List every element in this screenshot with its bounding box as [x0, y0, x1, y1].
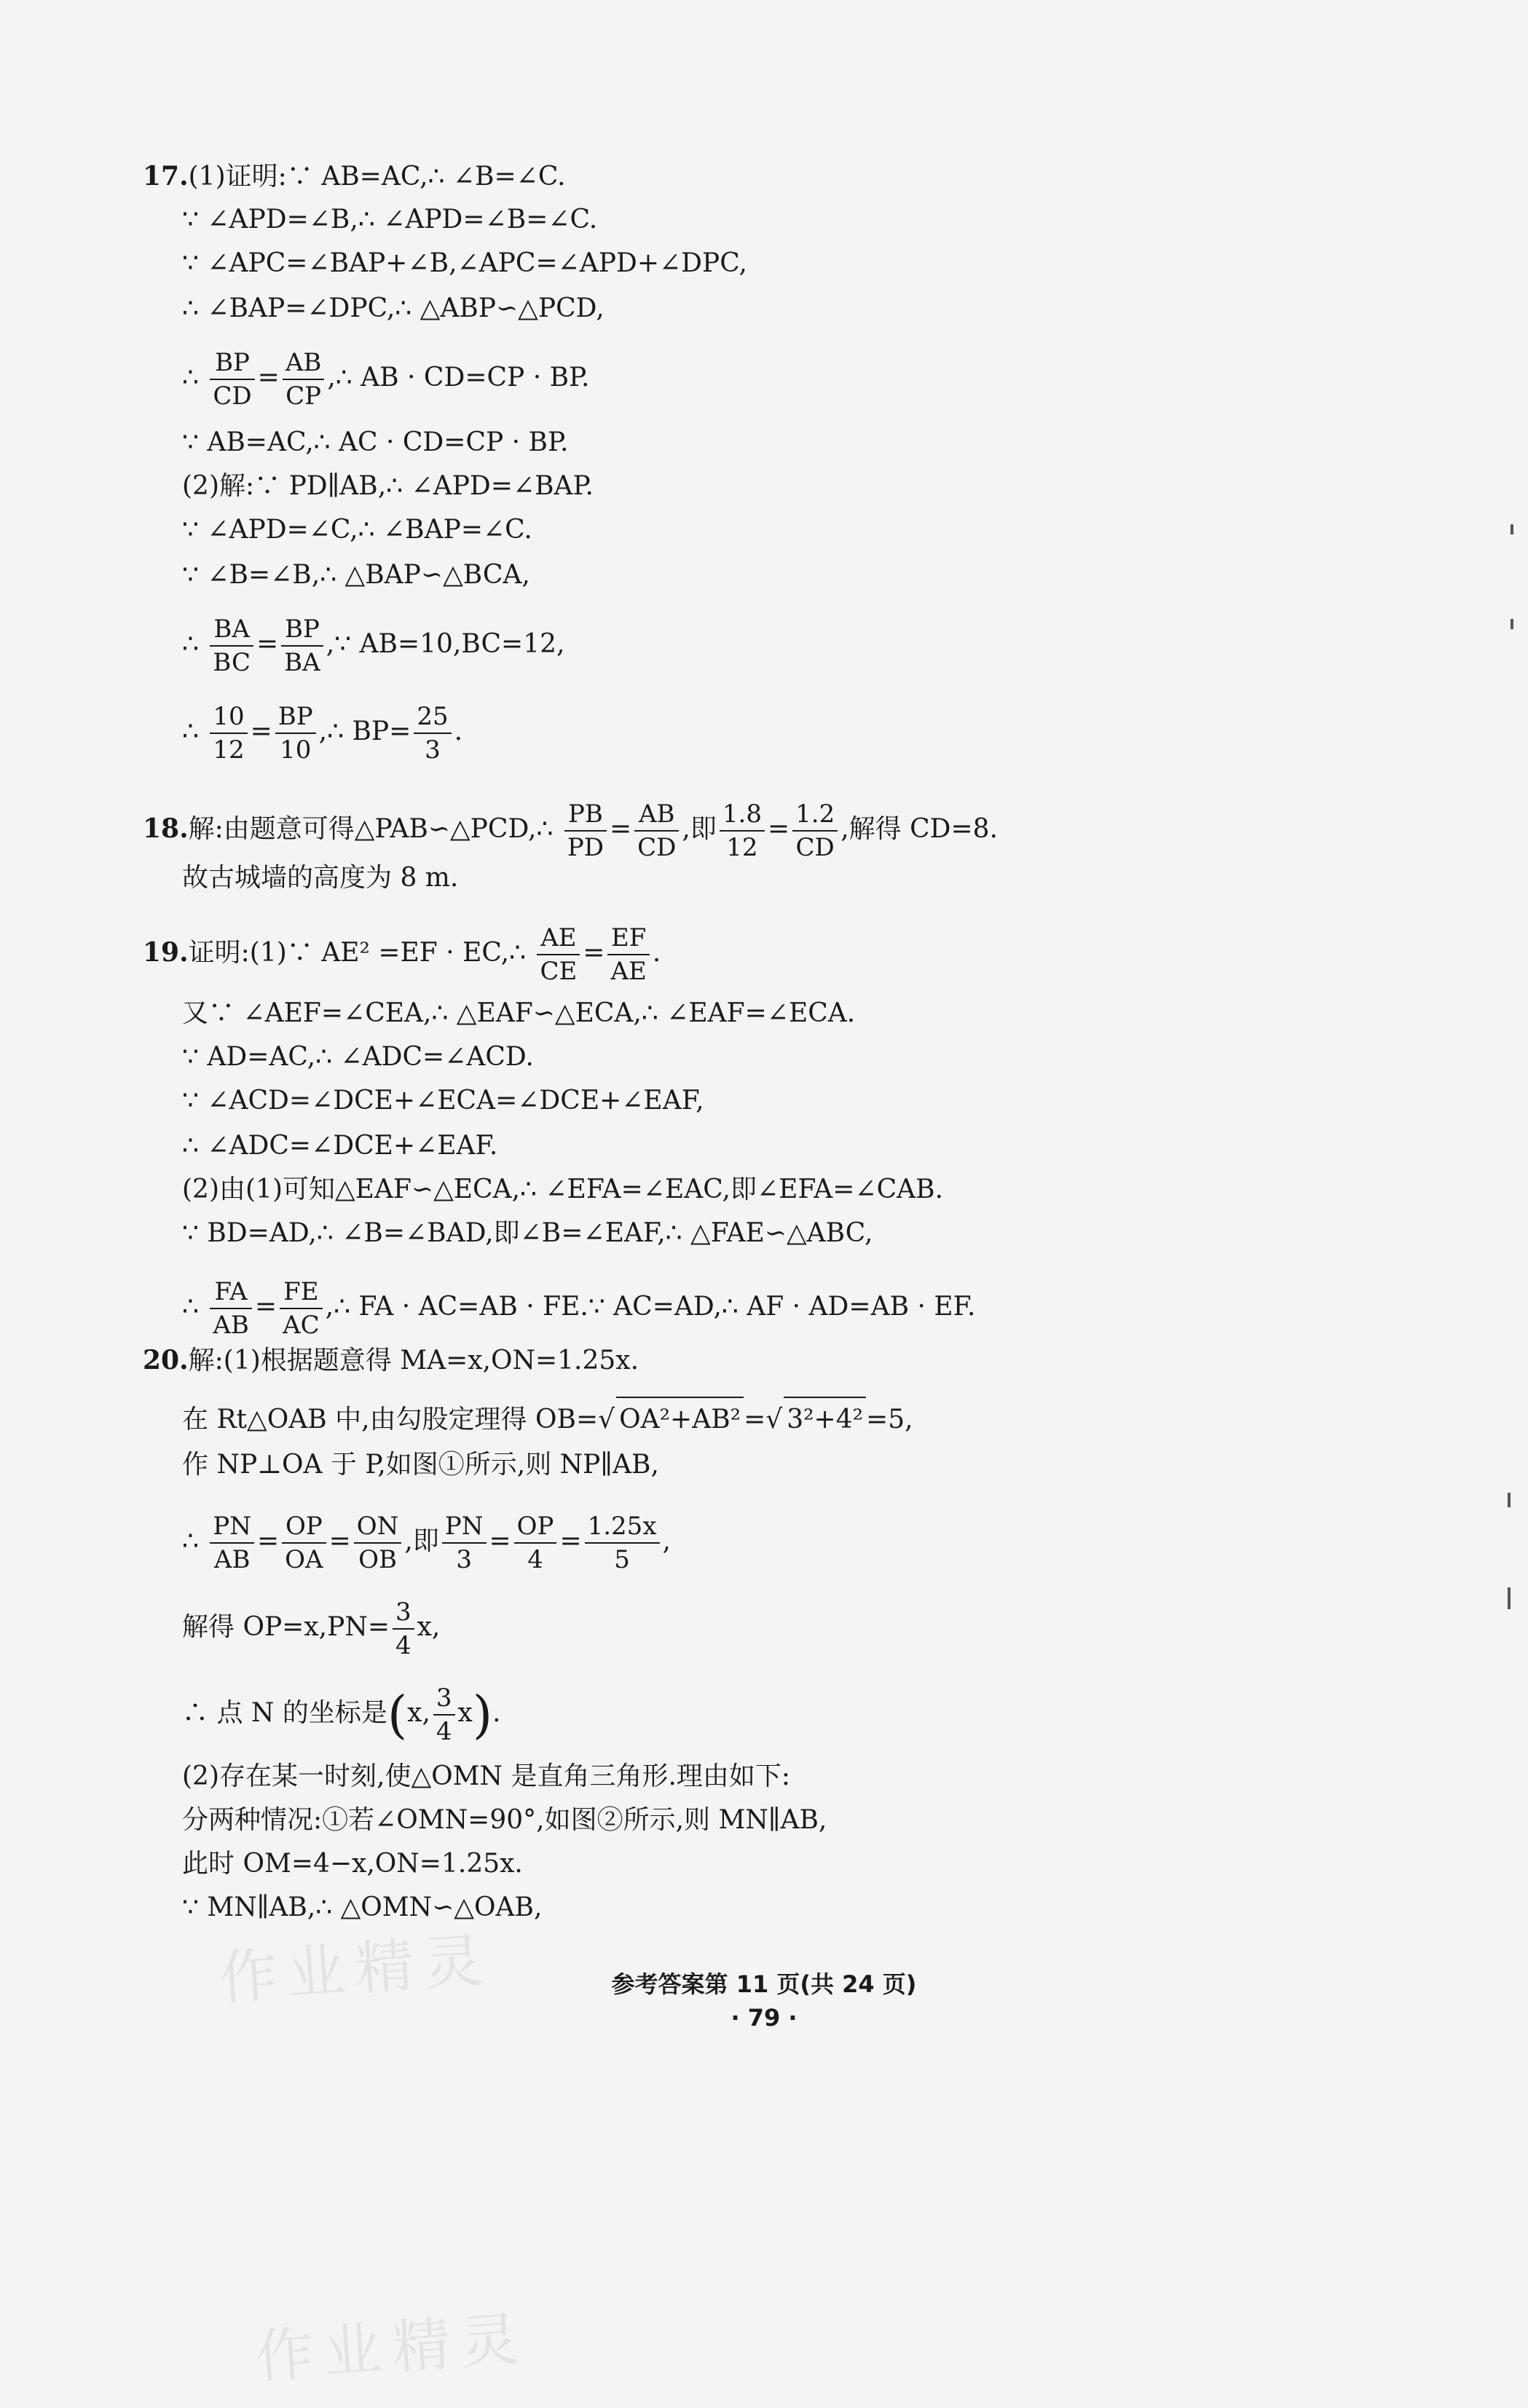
scan-mark — [1511, 619, 1513, 629]
p20-l6-prefix: ∴ 点 N 的坐标是 — [182, 1698, 387, 1728]
fraction-ab-cp — [283, 347, 325, 412]
frac-den: 4 — [527, 1545, 543, 1574]
p17-line-1 — [143, 154, 566, 199]
p18-number: 18. — [143, 813, 189, 844]
frac-den: AC — [283, 1311, 320, 1340]
watermark-lower: 作业精灵 — [253, 2304, 532, 2391]
frac-num: AE — [537, 922, 580, 955]
frac-den: AB — [213, 1311, 249, 1340]
frac-den: 12 — [726, 833, 758, 862]
p17-l11-suffix: . — [454, 717, 463, 746]
p18-l1-prefix: 解:由题意可得△PAB∽△PCD,∴ — [188, 814, 562, 844]
p20-l5-prefix: 解得 OP=x,PN= — [182, 1612, 390, 1642]
frac-num: FA — [210, 1276, 252, 1309]
p18-line-2: 故古城墙的高度为 8 m. — [182, 863, 459, 893]
scan-mark — [1508, 1493, 1511, 1507]
fraction-25-3 — [414, 700, 451, 766]
frac-num: 3 — [393, 1596, 414, 1630]
frac-den: 10 — [280, 735, 312, 765]
p19-number: 19. — [143, 937, 189, 968]
fraction-fa-ab — [210, 1276, 252, 1341]
p17-line-3: ∵ ∠APC=∠BAP+∠B,∠APC=∠APD+∠DPC, — [182, 248, 747, 278]
p17-line-8: ∵ ∠APD=∠C,∴ ∠BAP=∠C. — [182, 515, 532, 545]
p19-line-2: 又∵ ∠AEF=∠CEA,∴ △EAF∽△ECA,∴ ∠EAF=∠ECA. — [182, 998, 856, 1028]
p20-l2-prefix: 在 Rt△OAB 中,由勾股定理得 OB= — [182, 1405, 599, 1434]
p20-text-1: 解:(1)根据题意得 MA=x,ON=1.25x. — [188, 1346, 639, 1375]
p20-l4-mid: ,即 — [404, 1526, 439, 1556]
fraction-op-oa — [282, 1510, 326, 1576]
frac-num: PN — [442, 1510, 487, 1544]
fraction-pn-3 — [442, 1510, 487, 1576]
p20-l4-suffix: , — [662, 1526, 671, 1556]
p17-l11-mid: ,∴ BP= — [318, 717, 411, 746]
frac-den: OB — [358, 1545, 398, 1574]
fraction-1.8-12 — [720, 798, 765, 864]
left-paren: ( — [387, 1685, 408, 1745]
p20-line-7: (2)存在某一时刻,使△OMN 是直角三角形.理由如下: — [182, 1761, 791, 1791]
p20-line-5 — [182, 1596, 440, 1662]
frac-num: PB — [564, 798, 607, 832]
p17-line-7: (2)解:∵ PD∥AB,∴ ∠APD=∠BAP. — [182, 471, 594, 501]
frac-num: PN — [210, 1510, 254, 1544]
p19-line-5: ∴ ∠ADC=∠DCE+∠EAF. — [182, 1131, 498, 1161]
frac-num: BP — [210, 347, 254, 380]
frac-den: OA — [285, 1545, 323, 1574]
frac-num: 10 — [210, 700, 247, 734]
p18-line-1: 18.解:由题意可得△PAB∽△PCD,∴ $\frac{PB}{PD}$ = $\frac{AB}{CD}$ ,即 $\frac{1.8}{12}$ = $\frac{1.2}{CD}$ ,解得 CD=8. — [143, 800, 999, 862]
fraction-1.25x-5 — [585, 1510, 660, 1576]
p17-line-10: ∴ $\frac{BA}{BC}$ = $\frac{BP}{BA}$ ,∵ AB=10,BC=12, — [182, 615, 565, 677]
frac-num: 1.2 — [792, 798, 838, 832]
p17-line-4: ∴ ∠BAP=∠DPC,∴ △ABP∽△PCD, — [182, 293, 604, 323]
p17-line-2: ∵ ∠APD=∠B,∴ ∠APD=∠B=∠C. — [182, 205, 598, 234]
frac-den: CD — [637, 833, 677, 862]
frac-den: AE — [610, 957, 647, 986]
frac-den: CD — [213, 382, 252, 411]
p17-l5-prefix: ∴ — [182, 363, 208, 392]
p18-l1-suffix: ,解得 CD=8. — [840, 814, 999, 844]
equals: = — [744, 1405, 766, 1434]
coord-x: x, — [407, 1698, 430, 1728]
frac-den: BC — [213, 648, 251, 677]
frac-den: CE — [540, 957, 578, 986]
frac-num: ON — [354, 1510, 402, 1544]
fraction-pn-ab — [210, 1510, 254, 1576]
p20-line-3: 作 NP⊥OA 于 P,如图①所示,则 NP∥AB, — [182, 1450, 659, 1480]
frac-den: AB — [213, 1545, 251, 1574]
p19-line-1: 19.证明:(1)∵ AE² =EF · EC,∴ $\frac{AE}{CE}$ = $\frac{EF}{AE}$ . — [143, 923, 661, 986]
frac-den: 3 — [456, 1545, 472, 1574]
p17-line-5: ∴ $\frac{BP}{CD}$ = $\frac{AB}{CP}$ ,∴ AB · CD=CP · BP. — [182, 348, 590, 411]
fraction-ba-bc — [210, 613, 253, 679]
p20-l6-suffix: . — [492, 1698, 501, 1728]
frac-den: 12 — [213, 735, 245, 765]
frac-num: 1.25x — [585, 1510, 660, 1544]
frac-num: BA — [210, 613, 253, 647]
p20-line-2: 在 Rt△OAB 中,由勾股定理得 OB=√ OA²+AB² =√ 3²+4² =5, — [182, 1397, 913, 1442]
p20-l5-suffix: x, — [417, 1612, 441, 1642]
p17-l10-prefix: ∴ — [182, 629, 208, 659]
page-number: · 79 · — [730, 2004, 798, 2032]
fraction-ef-ae — [607, 922, 649, 987]
fraction-ae-ce — [537, 922, 580, 987]
frac-den: CD — [795, 833, 835, 862]
fraction-bp-10 — [275, 700, 316, 766]
p17-line-9: ∵ ∠B=∠B,∴ △BAP∽△BCA, — [182, 560, 530, 590]
frac-num: AB — [634, 798, 679, 832]
fraction-pb-pd — [564, 798, 607, 864]
p20-line-10: ∵ MN∥AB,∴ △OMN∽△OAB, — [182, 1892, 543, 1922]
fraction-10-12 — [210, 700, 247, 766]
right-paren: ) — [472, 1685, 493, 1745]
frac-num: OP — [282, 1510, 326, 1544]
fraction-fe-ac — [280, 1276, 323, 1341]
fraction-3-4-coord — [433, 1682, 455, 1748]
p20-l2-suffix: =5, — [866, 1405, 913, 1434]
p19-l8-suffix: ,∴ FA · AC=AB · FE.∵ AC=AD,∴ AF · AD=AB · EF. — [325, 1292, 976, 1322]
frac-den: 3 — [425, 735, 441, 765]
scan-mark — [1511, 524, 1513, 534]
p17-l5-suffix: ,∴ AB · CD=CP · BP. — [327, 363, 590, 392]
p19-l1-prefix: 证明:(1)∵ AE² =EF · EC,∴ — [188, 938, 535, 968]
frac-num: OP — [514, 1510, 557, 1544]
p20-line-8: 分两种情况:①若∠OMN=90°,如图②所示,则 MN∥AB, — [182, 1805, 827, 1835]
p19-line-8: ∴ $\frac{FA}{AB}$ = $\frac{FE}{AC}$ ,∴ FA · AC=AB · FE.∵ AC=AD,∴ AF · AD=AB · EF. — [182, 1277, 976, 1340]
frac-den: PD — [567, 833, 604, 862]
frac-num: FE — [280, 1276, 323, 1309]
fraction-ab-cd — [634, 798, 679, 864]
p18-l1-mid: ,即 — [682, 814, 717, 844]
p19-line-4: ∵ ∠ACD=∠DCE+∠ECA=∠DCE+∠EAF, — [182, 1086, 704, 1116]
p20-line-1 — [143, 1338, 639, 1383]
p20-line-9: 此时 OM=4−x,ON=1.25x. — [182, 1849, 523, 1879]
p17-text-1: (1)证明:∵ AB=AC,∴ ∠B=∠C. — [188, 162, 566, 192]
frac-num: 1.8 — [720, 798, 765, 832]
p19-line-7: ∵ BD=AD,∴ ∠B=∠BAD,即∠B=∠EAF,∴ △FAE∽△ABC, — [182, 1218, 873, 1248]
frac-den: CP — [285, 382, 322, 411]
p20-l4-prefix: ∴ — [182, 1526, 208, 1556]
sqrt-oa2-ab2: OA²+AB² — [616, 1397, 744, 1442]
p17-number: 17. — [143, 161, 189, 192]
fraction-3-4 — [393, 1596, 414, 1662]
p17-line-6: ∵ AB=AC,∴ AC · CD=CP · BP. — [182, 427, 569, 457]
coord-y-var: x — [457, 1698, 473, 1728]
p20-line-6 — [182, 1682, 501, 1748]
frac-den: 5 — [614, 1545, 630, 1574]
fraction-1.2-cd — [792, 798, 838, 864]
p20-line-4: ∴ $\frac{PN}{AB}$ = $\frac{OP}{OA}$ = $\frac{ON}{OB}$ ,即 $\frac{PN}{3}$ = $\frac{OP}{4}$ = $\frac{1.25x}{5}$ , — [182, 1512, 671, 1574]
frac-num: AB — [283, 347, 325, 380]
p17-line-11: ∴ $\frac{10}{12}$ = $\frac{BP}{10}$ ,∴ BP= $\frac{25}{3}$ . — [182, 702, 463, 765]
fraction-bp-cd — [210, 347, 254, 412]
frac-num: BP — [281, 613, 323, 647]
p19-l8-prefix: ∴ — [182, 1292, 208, 1322]
frac-num: 25 — [414, 700, 451, 734]
p19-line-3: ∵ AD=AC,∴ ∠ADC=∠ACD. — [182, 1042, 534, 1072]
p17-l10-suffix: ,∵ AB=10,BC=12, — [326, 629, 565, 659]
p19-l1-suffix: . — [652, 938, 661, 968]
fraction-bp-ba — [281, 613, 323, 679]
p17-l11-prefix: ∴ — [182, 717, 208, 746]
page-info: 参考答案第 11 页(共 24 页) — [611, 1970, 917, 1998]
p19-line-6: (2)由(1)可知△EAF∽△ECA,∴ ∠EFA=∠EAC,即∠EFA=∠CAB. — [182, 1175, 944, 1204]
fraction-on-ob — [354, 1510, 402, 1576]
watermark-upper: 作业精灵 — [216, 1925, 495, 2013]
fraction-op-4 — [514, 1510, 557, 1576]
scan-mark — [1508, 1587, 1511, 1609]
sqrt-3-4: 3²+4² — [784, 1397, 866, 1442]
frac-num: BP — [275, 700, 316, 734]
p20-number: 20. — [143, 1345, 189, 1375]
frac-num: 3 — [433, 1682, 455, 1716]
frac-num: EF — [607, 922, 649, 955]
frac-den: BA — [284, 648, 320, 677]
frac-den: 4 — [395, 1631, 411, 1660]
frac-den: 4 — [436, 1717, 452, 1746]
